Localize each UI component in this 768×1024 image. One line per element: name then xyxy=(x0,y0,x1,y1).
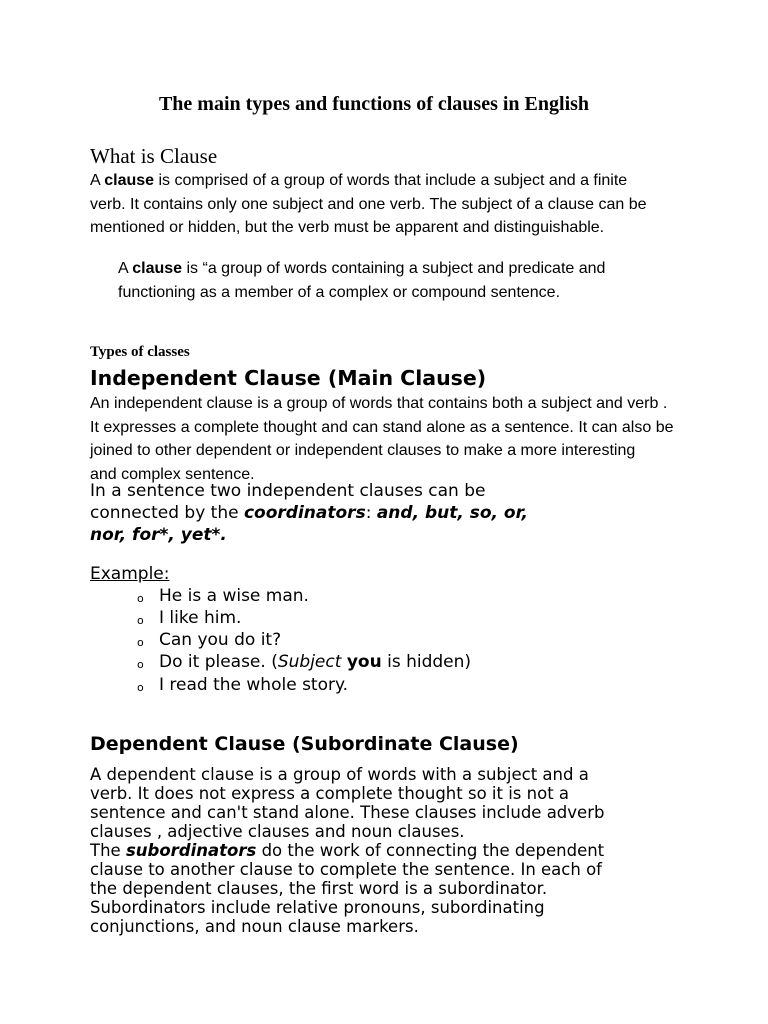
independent-clause-heading: Independent Clause (Main Clause) xyxy=(90,366,487,390)
bullet-icon: o xyxy=(137,592,144,605)
bold-term: you xyxy=(346,652,382,672)
dependent-clause-heading: Dependent Clause (Subordinate Clause) xyxy=(90,733,519,755)
paragraph-line: It expresses a complete thought and can stand alone as a sentence. It can also be xyxy=(90,418,674,436)
document-title: The main types and functions of clauses in English xyxy=(158,93,590,115)
paragraph-line: sentence and can't stand alone. These clauses include adverb xyxy=(90,803,605,822)
paragraph-line: The subordinators do the work of connecting the dependent xyxy=(90,841,605,860)
quote-line: functioning as a member of a complex or compound sentence. xyxy=(118,283,561,301)
coordinator-list: nor, for*, yet*. xyxy=(90,525,227,545)
paragraph-line: joined to other dependent or independent clauses to make a more interesting xyxy=(90,442,636,459)
paragraph-line: Subordinators include relative pronouns, subordinating xyxy=(90,898,545,917)
definition-quote xyxy=(118,257,605,304)
subordinators-term: subordinators xyxy=(125,841,257,860)
coordinator-list: and, but, so, or, xyxy=(376,503,528,523)
types-heading: Types of classes xyxy=(90,344,190,360)
what-is-clause-paragraph xyxy=(90,169,647,240)
paragraph-line: conjunctions, and noun clause markers. xyxy=(90,917,419,936)
italic-term: Subject xyxy=(277,652,342,672)
paragraph-line: clause to another clause to complete the sentence. In each of xyxy=(90,860,602,879)
coordinators-paragraph xyxy=(90,480,528,546)
paragraph-line: An independent clause is a group of words that contains both a subject and verb . xyxy=(90,395,668,412)
paragraph-line: verb. It does not express a complete thought so it is not a xyxy=(90,784,570,803)
paragraph-line: A clause is comprised of a group of words that include a subject and a finite xyxy=(90,172,628,189)
dependent-clause-paragraph xyxy=(90,765,604,936)
paragraph-line: verb. It contains only one subject and one verb. The subject of a clause can be xyxy=(90,195,647,213)
bullet-icon: o xyxy=(137,614,144,627)
paragraph-line: connected by the coordinators: and, but, so, or, xyxy=(90,503,528,523)
paragraph-line: A dependent clause is a group of words with a subject and a xyxy=(90,765,589,784)
quote-line: A clause is “a group of words containing a subject and predicate and xyxy=(118,260,606,277)
paragraph-line: mentioned or hidden, but the verb must be apparent and distinguishable. xyxy=(90,219,605,236)
coordinators-term: coordinators xyxy=(243,503,366,523)
paragraph-line: clauses , adjective clauses and noun clauses. xyxy=(90,822,465,841)
paragraph-line: the dependent clauses, the first word is a subordinator. xyxy=(90,879,548,898)
bullet-icon: o xyxy=(137,658,144,671)
bold-term: clause xyxy=(104,172,155,189)
paragraph-line: In a sentence two independent clauses can be xyxy=(90,481,486,501)
document-page: The main types and functions of clauses in English What is Clause A clause is comprised of a group of words that include a subject and a finite verb. It contains only one subject and one verb. The subject of a clause can be mentioned or hidden, but the verb must be apparent and distinguishable. A clause is “a group of words containing a subject and predicate and functioning as a member of a complex or compound sentence. Types of classes Independent Clause (Main Clause) An independent clause is a group of words that contains both a subject and verb . It expresses a complete thought and can stand alone as a sentence. It can also be joined to other dependent or independent clauses to make a more interesting and complex sentence. In a sentence two independent clauses can be connected by the coordinators: and, but, so, or, nor, for*, yet*. Example: o He is a wise man. o I like him. o Can you do it? o Do it please. (Subject you is hidden) o I read the whole story. Dependent Clause (Subordinate Clause) A dependent clause is a group of words with a subject and a verb. It does not express a complete thought so it is not a sentence and can't stand alone. These clauses include adverb clauses , adjective clauses and noun clauses. The subordinators do the work of connecting the dependent clause to another clause to complete the sentence. In each of the dependent clauses, the first word is a subordinator. Subordinators include relative pronouns, subordinating conjunctions, and noun clause markers. xyxy=(0,0,768,1024)
independent-clause-paragraph xyxy=(90,392,674,486)
paragraph-line xyxy=(90,524,528,546)
bullet-icon: o xyxy=(137,636,144,649)
paragraph-line: and complex sentence. xyxy=(90,465,255,483)
what-is-clause-heading: What is Clause xyxy=(90,144,218,168)
bold-term: clause xyxy=(132,260,183,277)
bullet-icon: o xyxy=(137,681,144,694)
example-label: Example: xyxy=(90,564,170,584)
